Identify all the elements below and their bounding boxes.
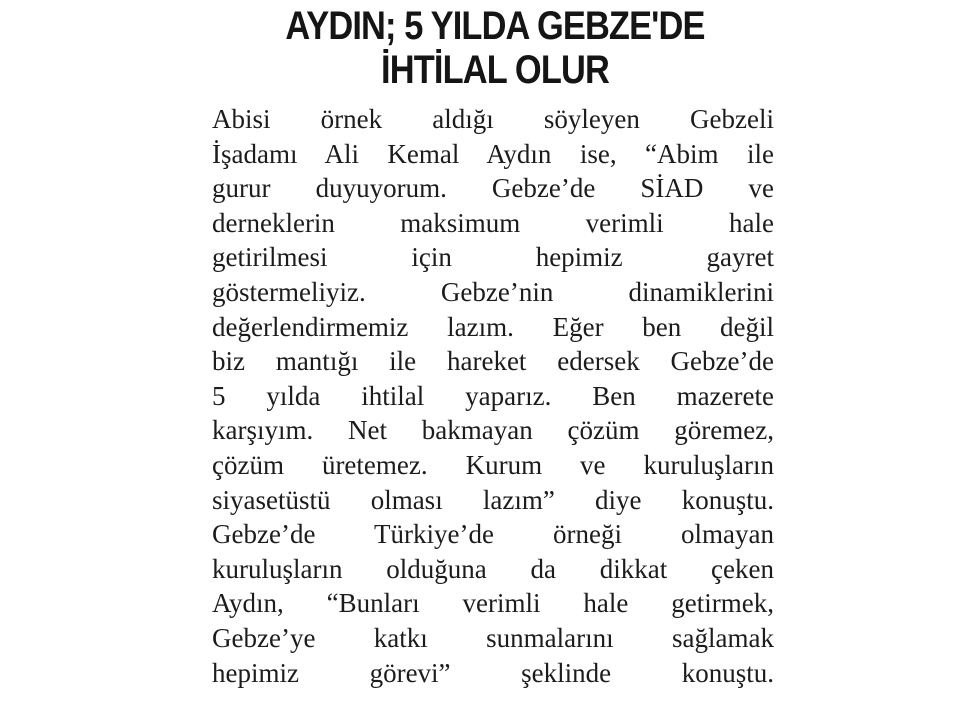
body-line: gurur duyuyorum. Gebze’de SİAD ve: [212, 173, 774, 204]
body-line: kuruluşların olduğuna da dikkat çeken: [212, 553, 774, 584]
body-line: karşıyım. Net bakmayan çözüm göremez,: [212, 415, 774, 446]
body-line: değerlendirmemiz lazım. Eğer ben değil: [212, 311, 774, 342]
body-line: Aydın, “Bunları verimli hale getirmek,: [212, 588, 774, 619]
body-line: siyasetüstü olması lazım” diye konuştu.: [212, 484, 774, 515]
body-line: İşadamı Ali Kemal Aydın ise, “Abim ile: [212, 138, 774, 169]
body-line: göstermeliyiz. Gebze’nin dinamiklerini: [212, 276, 774, 307]
body-line: getirilmesi için hepimiz gayret: [212, 242, 774, 273]
body-line: Gebze’de Türkiye’de örneği olmayan: [212, 519, 774, 550]
body-line: biz mantığı ile hareket edersek Gebze’de: [212, 346, 774, 377]
body-line: 5 yılda ihtilal yaparız. Ben mazerete: [212, 380, 774, 411]
body-line: çözüm üretemez. Kurum ve kuruluşların: [212, 449, 774, 480]
headline-line-2: İHTİLAL OLUR: [381, 48, 609, 92]
newspaper-clipping: [200, 0, 790, 720]
body-line: derneklerin maksimum verimli hale: [212, 207, 774, 238]
headline-line-1: AYDIN; 5 YILDA GEBZE'DE: [285, 4, 705, 48]
body-line: Gebze’ye katkı sunmalarını sağlamak: [212, 622, 774, 653]
body-line: hepimiz görevi” şeklinde konuştu.: [212, 657, 774, 688]
article-body: [212, 102, 774, 690]
headline: [241, 4, 748, 92]
body-line: Abisi örnek aldığı söyleyen Gebzeli: [212, 104, 774, 134]
